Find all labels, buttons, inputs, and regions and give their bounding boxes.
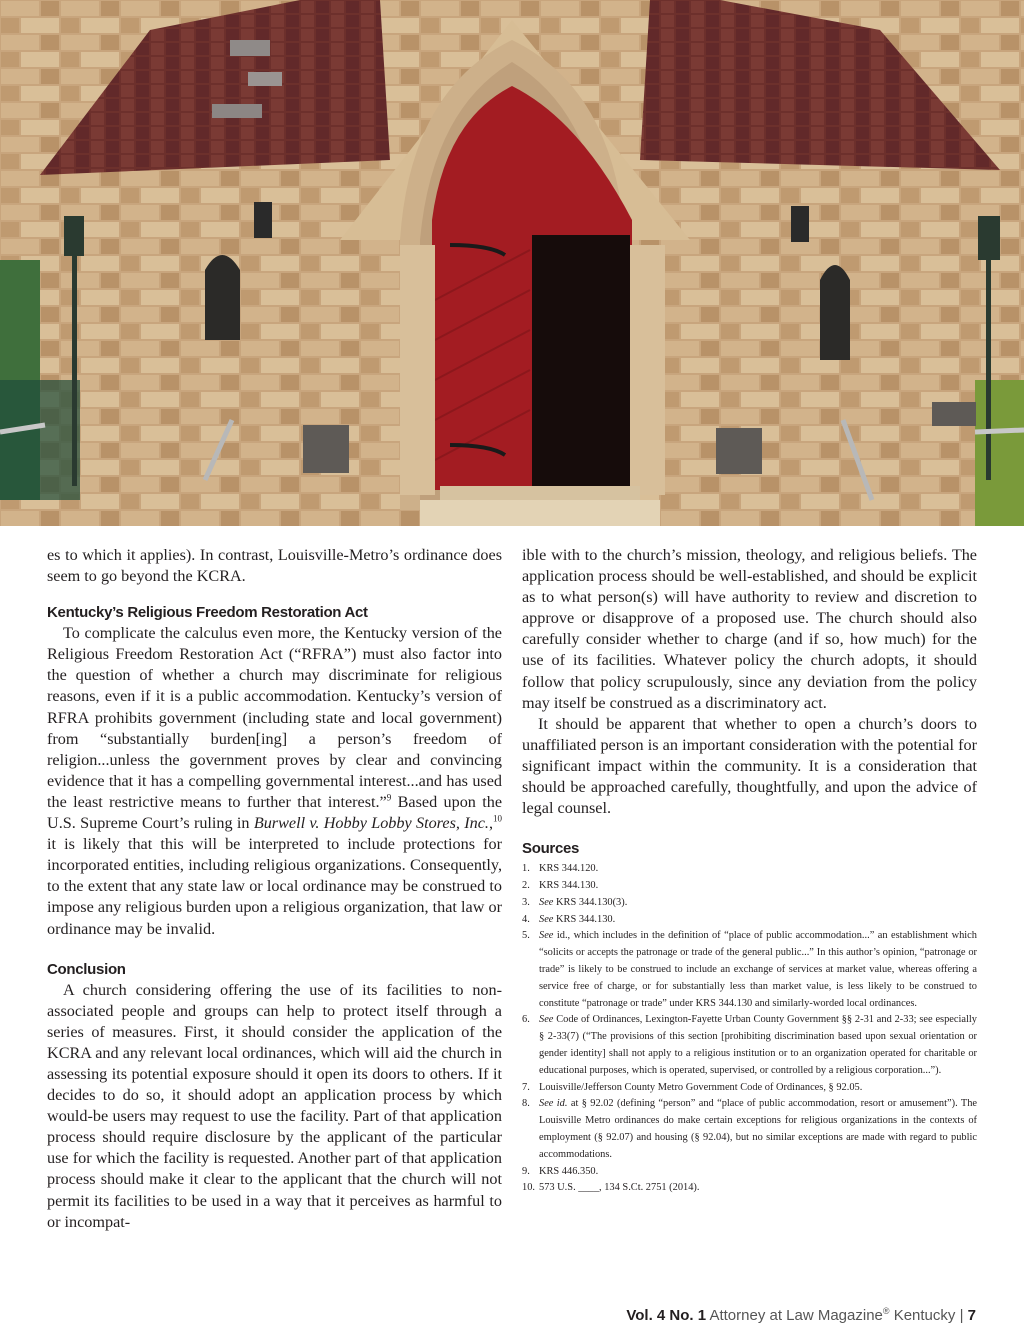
source-text: KRS 344.120. [539, 863, 599, 875]
source-text: KRS 344.130(3). [553, 896, 628, 908]
source-item [522, 1080, 977, 1097]
source-item [522, 928, 977, 1012]
footer-registered-mark: ® [882, 1306, 890, 1316]
source-see: See [539, 930, 554, 942]
conclusion-paragraph: A church considering offering the use of its facilities to non-associated people and groups can help to protect itself through a series of measures. First, it should consider the application of the KCRA and any relevant local ordinances, which will aid the church in assessing its potential exposure should it open its doors to others. If it decides to do so, it should adopt an application process by which would-be users may request to use the facility. Part of that application process should require disclosure by the applicant of the particular use for which the facility is requested. Another part of that application process should make it clear to the applicant that the church will not permit its facilities to be used in a way that it perceives as harmful to or incompat- [47, 980, 502, 1231]
source-see: See [539, 913, 554, 925]
source-item [522, 1164, 977, 1181]
source-number: 8. [522, 1098, 530, 1110]
kcra-text-b: Based upon the U.S. Supreme Court’s ruling in [47, 792, 503, 833]
source-number: 3. [522, 896, 530, 908]
continued-paragraph: ible with to the church’s mission, theology, and religious beliefs. The application process should be well-established, and should be explicit as to what person(s) will have authority to review and discretion to approve or disapprove of a proposed use. The church should also carefully consider whether to charge (and if so, how much) for the use of its facilities. Whatever policy the church adopts, it should follow that policy scrupulously, since any deviation from the policy may itself be construed as a discriminatory act. [522, 546, 977, 712]
source-number: 2. [522, 880, 530, 892]
left-column [47, 545, 502, 1233]
source-item [522, 912, 977, 929]
source-number: 4. [522, 913, 530, 925]
intro-paragraph: es to which it applies). In contrast, Louisville-Metro’s ordinance does seem to go beyond the KCRA. [47, 546, 502, 586]
source-item [522, 878, 977, 895]
source-number: 5. [522, 930, 530, 942]
kcra-case-name: Burwell v. Hobby Lobby Stores, Inc. [253, 814, 489, 833]
source-text: KRS 344.130. [539, 880, 599, 892]
kcra-text-c: , [488, 814, 493, 833]
conclusion-heading: Conclusion [47, 960, 126, 978]
source-number: 10. [522, 1182, 535, 1194]
source-text: Code of Ordinances, Lexington-Fayette Urban County Government §§ 2-31 and 2-33; see especially § 2-33(7) (“The provisions of this section [prohibiting discrimination based upon sexual orientation or gender identity] shall not apply to a religious institution or to an organization operated for charitable or educational purposes, which is operated, supervised, or controlled by a religious corporation...”). [539, 1014, 977, 1076]
source-item [522, 895, 977, 912]
sources-list [522, 861, 977, 1197]
source-item [522, 1096, 977, 1163]
kcra-text-a: To complicate the calculus even more, the Kentucky version of the Religious Freedom Restoration Act (“RFRA”) must also factor into the question of whether a church may discriminate for religious reasons, even if it is a public accommodation. Kentucky’s version of RFRA prohibits government (including state and local government) from “substantially burden[ing] a person’s freedom of religion...unless the government proves by clear and convincing evidence that it has a compelling governmental interest...and has used the least restrictive means to further that interest.” [47, 624, 502, 811]
footer-region: Kentucky [893, 1307, 956, 1324]
church-entrance-photo [0, 0, 1024, 526]
kcra-paragraph [47, 623, 502, 939]
kcra-heading: Kentucky’s Religious Freedom Restoration Act [47, 604, 368, 622]
source-text: id., which includes in the definition of “place of public accommodation...” an establishment which “solicits or accepts the patronage or trade of the general public...” In this author’s opinion, “patronage or trade” is likely to be construed to include an exchange of services at market value, whereas offering a service free of charge, or for substantially less than market value, is less likely to be construed to constitute “patronage or trade” under KRS 344.130 and similarly-worded local ordinances. [539, 930, 977, 1009]
right-column [522, 545, 977, 1197]
source-text: 573 U.S. ____, 134 S.Ct. 2751 (2014). [539, 1182, 700, 1194]
page-footer [626, 1306, 976, 1324]
source-item [522, 1180, 977, 1197]
sources-heading: Sources [522, 840, 580, 858]
source-text: Louisville/Jefferson County Metro Government Code of Ordinances, § 92.05. [539, 1081, 863, 1093]
source-see: See [539, 1014, 554, 1026]
footer-magazine: Attorney at Law Magazine [709, 1307, 883, 1324]
source-item [522, 861, 977, 878]
source-number: 6. [522, 1014, 530, 1026]
footnote-ref-9: 9 [386, 792, 392, 803]
footer-volume: Vol. 4 No. 1 [626, 1307, 707, 1324]
source-number: 7. [522, 1081, 530, 1093]
footer-separator: | [959, 1307, 964, 1324]
source-text: KRS 344.130. [553, 913, 616, 925]
source-text: at § 92.02 (defining “person” and “place of public accommodation, resort or amusement”). The Louisville Metro ordinances do make certain exceptions for religious organizations in the contexts of employment (§ 92.07) and housing (§ 92.04), but no similar exceptions are made with regard to public accommodations. [539, 1098, 978, 1160]
footnote-ref-10: 10 [493, 813, 502, 824]
source-number: 1. [522, 863, 530, 875]
source-item [522, 1012, 977, 1079]
source-text: KRS 446.350. [539, 1165, 599, 1177]
source-see: See id. [539, 1098, 568, 1110]
final-paragraph: It should be apparent that whether to open a church’s doors to unaffiliated person is an important consideration with the potential for significant impact within the community. It is a consideration that should be approached carefully, thoughtfully, and upon the advice of legal counsel. [522, 714, 977, 818]
source-number: 9. [522, 1165, 530, 1177]
kcra-text-d: it is likely that this will be interpreted to include protections for incorporated entities, including religious organizations. Consequently, to the extent that any state law or local ordinance may be construed to impose any religious burden upon a religious organization, that law or ordinance may be invalid. [47, 835, 502, 938]
page-number: 7 [967, 1307, 976, 1324]
source-see: See [539, 896, 554, 908]
